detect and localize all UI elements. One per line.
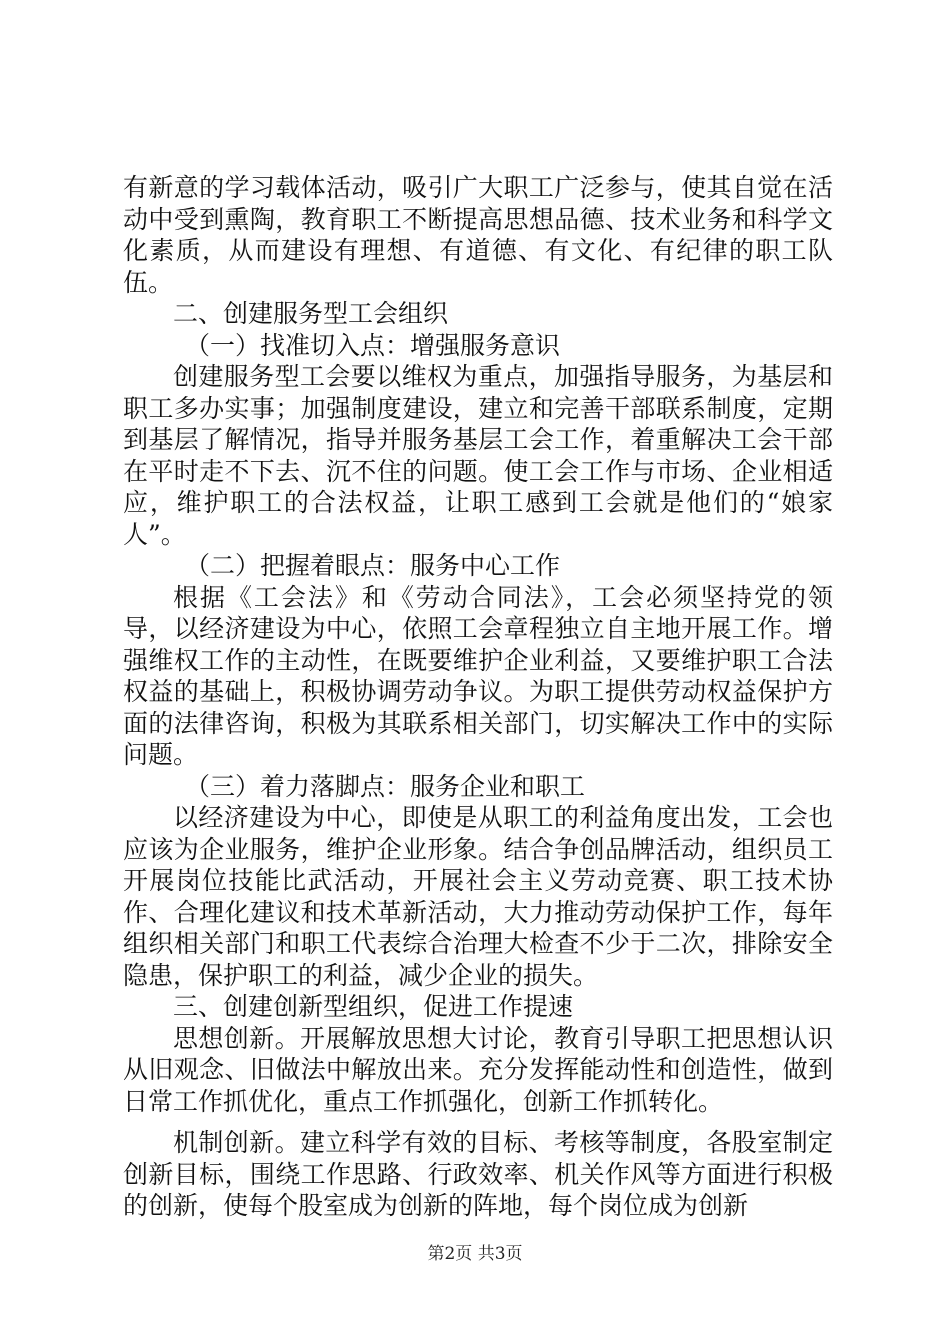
paragraph-2-2: 根据《工会法》和《劳动合同法》，工会必须坚持党的领导，以经济建设为中心，依照工会章程独立自主地开展工作。增强维权工作的主动性，在既要维护企业利益，又要维护职工合法权益的基础上，积极协调劳动争议。为职工提供劳动权益保护方面的法律咨询，积极为其联系相关部门，切实解决工作中的实际问题。 (123, 582, 833, 769)
subsection-heading-2-3: （三）着力落脚点：服务企业和职工 (185, 771, 586, 801)
paragraph-mechanism-innovation: 机制创新。建立科学有效的目标、考核等制度，各股室制定创新目标，围绕工作思路、行政效率、机关作风等方面进行积极的创新，使每个股室成为创新的阵地，每个岗位成为创新 (123, 1128, 833, 1220)
paragraph-2-3: 以经济建设为中心，即使是从职工的利益角度出发，工会也应该为企业服务，维护企业形象。结合争创品牌活动，组织员工开展岗位技能比武活动，开展社会主义劳动竞赛、职工技术协作、合理化建议和技术革新活动，大力推动劳动保护工作，每年组织相关部门和职工代表综合治理大检查不少于二次，排除安全隐患，保护职工的利益，减少企业的损失。 (123, 803, 833, 990)
document-body (123, 172, 833, 1222)
section-heading-3: 三、创建创新型组织，促进工作提速 (173, 992, 574, 1021)
paragraph-continuation: 有新意的学习载体活动，吸引广大职工广泛参与，使其自觉在活动中受到熏陶，教育职工不断提高思想品德、技术业务和科学文化素质，从而建设有理想、有道德、有文化、有纪律的职工队伍。 (123, 173, 833, 297)
subsection-heading-2-2: （二）把握着眼点：服务中心工作 (185, 551, 561, 580)
page-footer: 第2页 共3页 (427, 1244, 523, 1264)
section-heading-2: 二、创建服务型工会组织 (173, 299, 449, 328)
paragraph-2-1: 创建服务型工会要以维权为重点，加强指导服务，为基层和职工多办实事；加强制度建设，建立和完善干部联系制度，定期到基层了解情况，指导并服务基层工会工作，着重解决工会干部在平时走不下去、沉不住的问题。使工会工作与市场、企业相适应，维护职工的合法权益，让职工感到工会就是他们的“娘家人”。 (123, 362, 833, 549)
paragraph-thought-innovation: 思想创新。开展解放思想大讨论，教育引导职工把思想认识从旧观念、旧做法中解放出来。充分发挥能动性和创造性，做到日常工作抓优化，重点工作抓强化，创新工作抓转化。 (123, 1023, 833, 1116)
subsection-heading-2-1: （一）找准切入点：增强服务意识 (185, 330, 561, 360)
